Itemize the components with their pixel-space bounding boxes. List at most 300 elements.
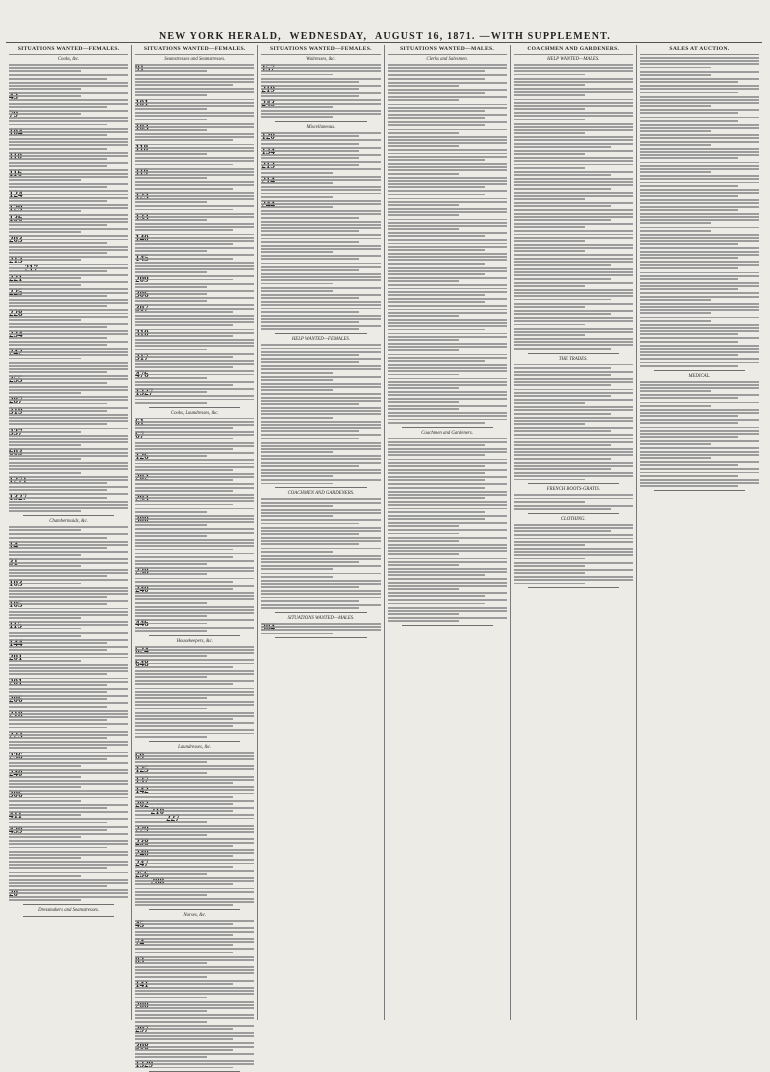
- classified-ad: [9, 688, 128, 693]
- text-line: [9, 541, 128, 543]
- text-line: [9, 386, 128, 388]
- text-line: [135, 321, 254, 323]
- text-line: [514, 271, 633, 273]
- classified-ad: [640, 162, 759, 173]
- classified-ad: [640, 479, 759, 487]
- text-line: [9, 375, 128, 377]
- classified-ad: [640, 117, 759, 122]
- text-line: [514, 119, 586, 121]
- text-line: [135, 627, 254, 629]
- text-line: [135, 725, 233, 727]
- text-line: [514, 534, 633, 536]
- text-line: [135, 581, 233, 583]
- text-line: [388, 483, 507, 485]
- text-line: [9, 558, 128, 560]
- text-line: [514, 381, 633, 383]
- text-line: [640, 440, 759, 442]
- text-line: [135, 609, 254, 611]
- column-heading: SALES AT AUCTION.: [640, 45, 759, 55]
- text-line: [261, 164, 359, 166]
- classified-ad: [135, 1060, 254, 1068]
- text-line: [135, 1021, 207, 1023]
- text-line: [9, 371, 107, 373]
- text-line: [9, 892, 128, 894]
- text-line: [388, 599, 507, 601]
- classified-ad: [261, 537, 380, 545]
- classified-ad: [135, 339, 254, 350]
- text-line: [388, 469, 507, 471]
- masthead-date: AUGUST 16, 1871.: [374, 31, 476, 42]
- text-line: [9, 684, 107, 686]
- text-line: [261, 358, 380, 360]
- masthead-paper-name: NEW YORK HERALD,: [159, 31, 282, 42]
- text-line: [261, 64, 380, 66]
- text-line: [388, 291, 507, 293]
- text-line: [640, 130, 712, 132]
- classified-ad: [9, 833, 128, 838]
- classified-ad: [9, 476, 128, 484]
- text-line: [9, 889, 128, 891]
- classified-ad: [9, 274, 128, 279]
- classified-ad: [135, 370, 254, 378]
- text-line: [514, 174, 612, 176]
- classified-ad: [135, 560, 254, 565]
- section-subheading: Waitresses, &c.: [306, 57, 336, 62]
- masthead: [0, 31, 770, 42]
- classified-ad: [9, 752, 128, 760]
- text-line: [640, 165, 759, 167]
- text-line: [514, 188, 612, 190]
- text-line: [388, 448, 507, 450]
- text-line: [9, 617, 81, 619]
- classified-ad: [135, 539, 254, 550]
- text-line: [9, 403, 107, 405]
- classified-ad: [640, 109, 759, 114]
- classified-ad: [9, 92, 128, 97]
- text-line: [261, 590, 380, 592]
- text-line: [9, 836, 81, 838]
- text-line: [9, 169, 128, 171]
- text-line: [135, 353, 254, 355]
- text-line: [388, 336, 507, 338]
- text-line: [9, 382, 107, 384]
- text-line: [640, 137, 759, 139]
- text-line: [261, 143, 359, 145]
- text-line: [388, 540, 460, 542]
- text-line: [9, 431, 81, 433]
- text-line: [9, 639, 128, 641]
- text-line: [135, 852, 254, 854]
- text-line: [388, 325, 507, 327]
- text-line: [640, 278, 738, 280]
- text-line: [514, 413, 612, 415]
- text-line: [9, 600, 128, 602]
- text-line: [9, 95, 81, 97]
- text-line: [514, 139, 633, 141]
- classified-ad: [388, 163, 507, 174]
- classified-ad: [514, 448, 633, 459]
- text-line: [514, 468, 612, 470]
- classified-ad: [514, 338, 633, 349]
- classified-ad: [388, 239, 507, 250]
- text-line: [388, 270, 507, 272]
- text-line: [388, 232, 507, 234]
- text-line: [135, 363, 254, 365]
- text-line: [9, 239, 128, 241]
- classified-ad: [9, 741, 128, 749]
- classified-ad: [640, 57, 759, 68]
- section-divider: [23, 515, 114, 516]
- text-line: [514, 538, 633, 540]
- text-line: [135, 515, 254, 517]
- text-line: [388, 298, 507, 300]
- text-line: [135, 123, 254, 125]
- text-line: [135, 226, 254, 228]
- text-line: [640, 178, 759, 180]
- text-line: [388, 408, 460, 410]
- text-line: [135, 399, 254, 401]
- text-line: [388, 617, 507, 619]
- text-line: [135, 786, 254, 788]
- text-line: [388, 259, 507, 261]
- text-line: [261, 424, 380, 426]
- text-line: [261, 558, 380, 560]
- text-line: [9, 551, 128, 553]
- text-line: [135, 570, 254, 572]
- text-line: [388, 67, 507, 69]
- text-line: [514, 465, 633, 467]
- text-line: [388, 487, 486, 489]
- classified-ad: [261, 210, 380, 218]
- text-line: [9, 284, 81, 286]
- text-line: [9, 417, 128, 419]
- masthead-rule: [6, 42, 762, 43]
- text-line: [9, 614, 128, 616]
- classified-ad: [640, 317, 759, 322]
- text-line: [261, 172, 333, 174]
- text-line: [388, 571, 507, 573]
- text-line: [261, 321, 359, 323]
- classified-ad: [640, 189, 759, 197]
- classified-ad: [135, 888, 254, 896]
- text-line: [261, 304, 380, 306]
- classified-ad: [261, 548, 380, 553]
- text-line: [135, 1049, 233, 1051]
- classified-ad: [9, 169, 128, 180]
- text-line: [640, 275, 759, 277]
- text-line: [261, 276, 380, 278]
- text-line: [9, 737, 107, 739]
- classified-ad: [514, 417, 633, 425]
- classified-ad: [388, 333, 507, 341]
- text-line: [640, 348, 759, 350]
- text-line: [9, 389, 128, 391]
- text-line: [135, 934, 233, 936]
- classified-column: [6, 45, 132, 1020]
- text-line: [640, 182, 759, 184]
- classified-ad: [135, 494, 254, 505]
- text-line: [640, 267, 738, 269]
- text-line: [514, 338, 633, 340]
- classified-ad: [9, 695, 128, 700]
- text-line: [135, 329, 254, 331]
- text-line: [135, 67, 254, 69]
- text-line: [135, 223, 254, 225]
- text-line: [388, 173, 460, 175]
- classified-ad: [514, 328, 633, 336]
- text-line: [135, 793, 254, 795]
- text-line: [514, 579, 633, 581]
- classified-ad: [514, 534, 633, 545]
- text-line: [9, 814, 81, 816]
- classified-ad: [9, 386, 128, 394]
- text-line: [261, 224, 380, 226]
- text-line: [135, 374, 254, 376]
- text-line: [640, 299, 712, 301]
- classified-ad: [514, 112, 633, 120]
- text-line: [135, 1007, 254, 1009]
- classified-ad: [514, 371, 633, 376]
- text-line: [640, 78, 759, 80]
- text-line: [640, 454, 759, 456]
- classified-ad: [261, 78, 380, 83]
- text-line: [9, 270, 107, 272]
- classified-ad: [261, 168, 380, 173]
- text-line: [9, 462, 128, 464]
- classified-ad: [135, 752, 254, 763]
- text-line: [514, 374, 612, 376]
- text-line: [514, 427, 633, 429]
- classified-ad: [9, 362, 128, 373]
- text-line: [135, 366, 233, 368]
- text-line: [135, 796, 233, 798]
- text-line: [640, 415, 738, 417]
- masthead-supplement: —WITH SUPPLEMENT.: [479, 31, 611, 42]
- text-line: [514, 226, 586, 228]
- text-line: [135, 673, 254, 675]
- classified-ad: [9, 162, 128, 167]
- text-line: [261, 626, 380, 628]
- text-line: [261, 290, 333, 292]
- classified-ad: [514, 434, 633, 445]
- text-line: [514, 157, 633, 159]
- section-subheading: SITUATIONS WANTED—MALES.: [287, 615, 355, 621]
- section-subheading: THE TRADES.: [558, 356, 588, 362]
- text-line: [388, 491, 507, 493]
- text-line: [135, 941, 254, 943]
- text-line: [388, 273, 486, 275]
- text-line: [388, 349, 460, 351]
- text-line: [640, 88, 759, 90]
- text-line: [261, 586, 359, 588]
- classified-ad: [261, 527, 380, 535]
- classified-ad: [388, 354, 507, 362]
- classified-ad: [388, 343, 507, 351]
- text-line: [9, 148, 107, 150]
- text-line: [9, 204, 128, 206]
- classified-ad: [135, 515, 254, 526]
- classified-ad: [514, 209, 633, 220]
- text-line: [9, 214, 128, 216]
- text-line: [135, 573, 207, 575]
- text-line: [9, 354, 128, 356]
- text-line: [640, 354, 738, 356]
- text-line: [261, 255, 380, 257]
- text-line: [9, 323, 128, 325]
- text-line: [388, 267, 507, 269]
- text-line: [261, 116, 333, 118]
- classified-ad: [9, 190, 128, 201]
- column-heading: SITUATIONS WANTED—FEMALES.: [261, 45, 380, 55]
- text-line: [261, 540, 380, 542]
- text-line: [514, 115, 633, 117]
- text-line: [514, 420, 633, 422]
- classified-column: [385, 45, 511, 1020]
- classified-ad: [135, 99, 254, 110]
- text-line: [514, 367, 612, 369]
- text-line: [388, 329, 486, 331]
- text-line: [135, 229, 233, 231]
- text-line: [388, 401, 460, 403]
- text-line: [388, 346, 507, 348]
- text-line: [9, 134, 107, 136]
- text-line: [514, 292, 633, 294]
- classified-ad: [135, 553, 254, 558]
- text-line: [261, 99, 380, 101]
- text-line: [261, 213, 380, 215]
- classified-ad: [261, 255, 380, 260]
- text-line: [388, 208, 507, 210]
- text-line: [261, 386, 380, 388]
- classified-ad: [9, 82, 128, 90]
- text-line: [388, 222, 507, 224]
- text-line: [388, 374, 460, 376]
- text-line: [388, 198, 507, 200]
- classified-ad: [261, 176, 380, 184]
- text-line: [261, 434, 380, 436]
- text-line: [9, 344, 107, 346]
- text-line: [514, 402, 586, 404]
- text-line: [388, 472, 486, 474]
- text-line: [640, 227, 759, 229]
- text-line: [261, 78, 380, 80]
- text-line: [388, 501, 507, 503]
- text-line: [135, 532, 254, 534]
- text-line: [9, 533, 128, 535]
- text-line: [9, 804, 128, 806]
- classified-ad: [388, 298, 507, 303]
- text-line: [135, 324, 233, 326]
- text-line: [514, 472, 633, 474]
- classified-ad: [514, 223, 633, 228]
- text-line: [135, 944, 233, 946]
- classified-ad: [9, 632, 128, 637]
- text-line: [135, 168, 254, 170]
- classified-ad: [640, 148, 759, 159]
- classified-ad: [135, 606, 254, 617]
- classified-ad: [514, 123, 633, 134]
- classified-ad: [388, 129, 507, 134]
- text-line: [9, 811, 128, 813]
- text-line: [514, 423, 586, 425]
- text-line: [9, 309, 128, 311]
- text-line: [135, 691, 254, 693]
- text-line: [9, 783, 128, 785]
- classified-ad: [514, 505, 633, 510]
- text-line: [135, 782, 233, 784]
- text-line: [9, 482, 107, 484]
- text-line: [9, 259, 81, 261]
- classified-ad: [388, 253, 507, 264]
- text-line: [135, 814, 254, 816]
- text-line: [514, 78, 633, 80]
- text-line: [388, 595, 486, 597]
- text-line: [514, 441, 633, 443]
- text-line: [388, 186, 486, 188]
- text-line: [135, 424, 254, 426]
- text-line: [388, 607, 507, 609]
- text-line: [135, 931, 254, 933]
- text-line: [261, 430, 359, 432]
- text-line: [9, 224, 107, 226]
- text-line: [388, 136, 507, 138]
- classified-ad: [135, 452, 254, 457]
- text-line: [388, 142, 507, 144]
- text-line: [9, 441, 128, 443]
- text-line: [640, 409, 759, 411]
- text-line: [388, 394, 507, 396]
- text-line: [261, 455, 380, 457]
- text-line: [9, 124, 107, 126]
- classified-ad: [135, 646, 254, 657]
- text-line: [261, 325, 380, 327]
- text-line: [388, 582, 507, 584]
- text-line: [9, 74, 128, 76]
- classified-ad: [514, 427, 633, 432]
- text-line: [388, 405, 507, 407]
- text-line: [514, 395, 612, 397]
- text-line: [514, 123, 633, 125]
- classified-ad: [388, 136, 507, 147]
- classified-ad: [261, 365, 380, 373]
- text-line: [261, 206, 333, 208]
- text-line: [514, 150, 633, 152]
- classified-ad: [9, 569, 128, 577]
- text-line: [135, 84, 233, 86]
- text-line: [135, 102, 254, 104]
- text-line: [9, 99, 128, 101]
- text-line: [135, 254, 254, 256]
- text-line: [514, 384, 612, 386]
- classified-ad: [135, 88, 254, 96]
- text-line: [9, 899, 81, 901]
- classified-ad: [388, 305, 507, 316]
- classified-ad: [135, 786, 254, 797]
- text-line: [388, 263, 486, 265]
- text-line: [135, 275, 254, 277]
- section-divider: [275, 333, 366, 334]
- classified-ad: [261, 221, 380, 232]
- text-line: [9, 179, 81, 181]
- text-line: [261, 308, 380, 310]
- classified-ad: [261, 315, 380, 323]
- text-line: [135, 680, 254, 682]
- text-line: [640, 117, 759, 119]
- text-line: [135, 652, 254, 654]
- text-line: [135, 473, 254, 475]
- classified-ad: [261, 287, 380, 292]
- text-line: [135, 94, 207, 96]
